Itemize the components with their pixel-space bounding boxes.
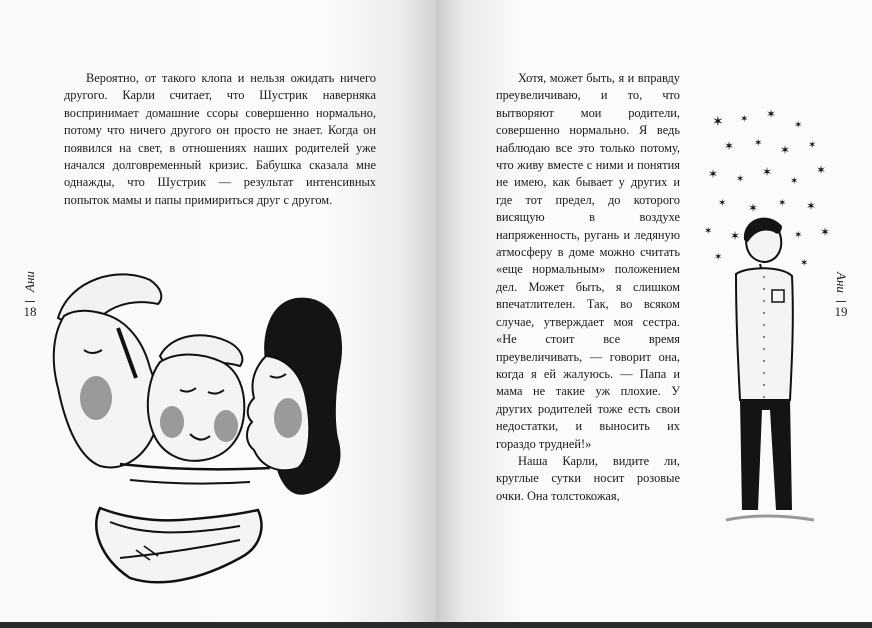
svg-text:✶: ✶ (790, 176, 799, 187)
svg-text:✶: ✶ (708, 167, 719, 181)
svg-text:✶: ✶ (712, 115, 724, 130)
right-page (436, 0, 872, 622)
svg-text:✶: ✶ (748, 201, 759, 215)
svg-text:✶: ✶ (704, 226, 713, 237)
svg-text:✶: ✶ (806, 199, 817, 213)
running-head-rule (836, 301, 846, 302)
svg-text:✶: ✶ (730, 229, 741, 243)
svg-text:✶: ✶ (718, 198, 727, 209)
svg-text:✶: ✶ (714, 252, 723, 263)
svg-text:✶: ✶ (794, 120, 803, 131)
svg-text:✶: ✶ (794, 230, 803, 241)
svg-text:✶: ✶ (800, 258, 809, 269)
svg-text:✶: ✶ (816, 163, 827, 177)
paragraph: Вероятно, от такого клопа и нельзя ожидать ничего другого. Карли считает, что Шустрик наверняка воспринимает домашние ссоры совершенно нормально, потому что ничего другого он просто не знает. Когда он появился на свет, в отношениях наших родителей уже начался долговременный кризис. Бабушка сказала мне однажды, что Шустрик — результат интенсивных попыток мамы и папы примириться друг с другом. (64, 71, 376, 207)
page-number: 18 (23, 304, 37, 319)
svg-text:✶: ✶ (808, 140, 817, 151)
left-page (0, 0, 436, 622)
bottom-edge (0, 622, 872, 628)
svg-text:✶: ✶ (762, 165, 773, 179)
svg-text:✶: ✶ (754, 138, 763, 149)
running-head-rule (25, 301, 35, 302)
running-head-name: Ани (22, 271, 37, 293)
svg-text:✶: ✶ (780, 143, 791, 157)
left-running-head (20, 265, 40, 320)
svg-text:✶: ✶ (766, 107, 777, 121)
running-head-name: Ани (834, 271, 849, 293)
svg-text:✶: ✶ (724, 139, 735, 153)
svg-text:✶: ✶ (820, 225, 831, 239)
boy-stars-illustration (696, 100, 836, 540)
svg-text:✶: ✶ (778, 198, 787, 209)
left-page-text (64, 70, 376, 209)
paragraph: Наша Карли, видите ли, круглые сутки носит розовые очки. Она толстокожая, (496, 453, 680, 503)
page-number: 19 (834, 304, 848, 319)
svg-text:✶: ✶ (740, 114, 749, 125)
paragraph: Хотя, может быть, я и вправду преувеличиваю, и то, что вытворяют мои родители, совершенно нормально. Я ведь наблюдаю все это только потому, что живу вместе с ними и понятия не имею, как бывает у других и где тот предел, до которого висящую в воздухе напряженность, ругань и ледяную атмосферу в доме можно считать «еще нормальным» положением дел. Может быть, я слишком впечатлителен. Так, во всяком случае, утверждает моя сестра. «Не стоит все время преувеличивать, — говорит она, когда я ей жалуюсь. — Папа и мама не такие уж плохие. У других родителей тоже есть свои недостатки, и выносить их гораздо трудней!» (496, 71, 680, 451)
svg-text:✶: ✶ (736, 174, 745, 185)
family-kiss-illustration (40, 258, 370, 598)
right-page-text (496, 70, 680, 505)
